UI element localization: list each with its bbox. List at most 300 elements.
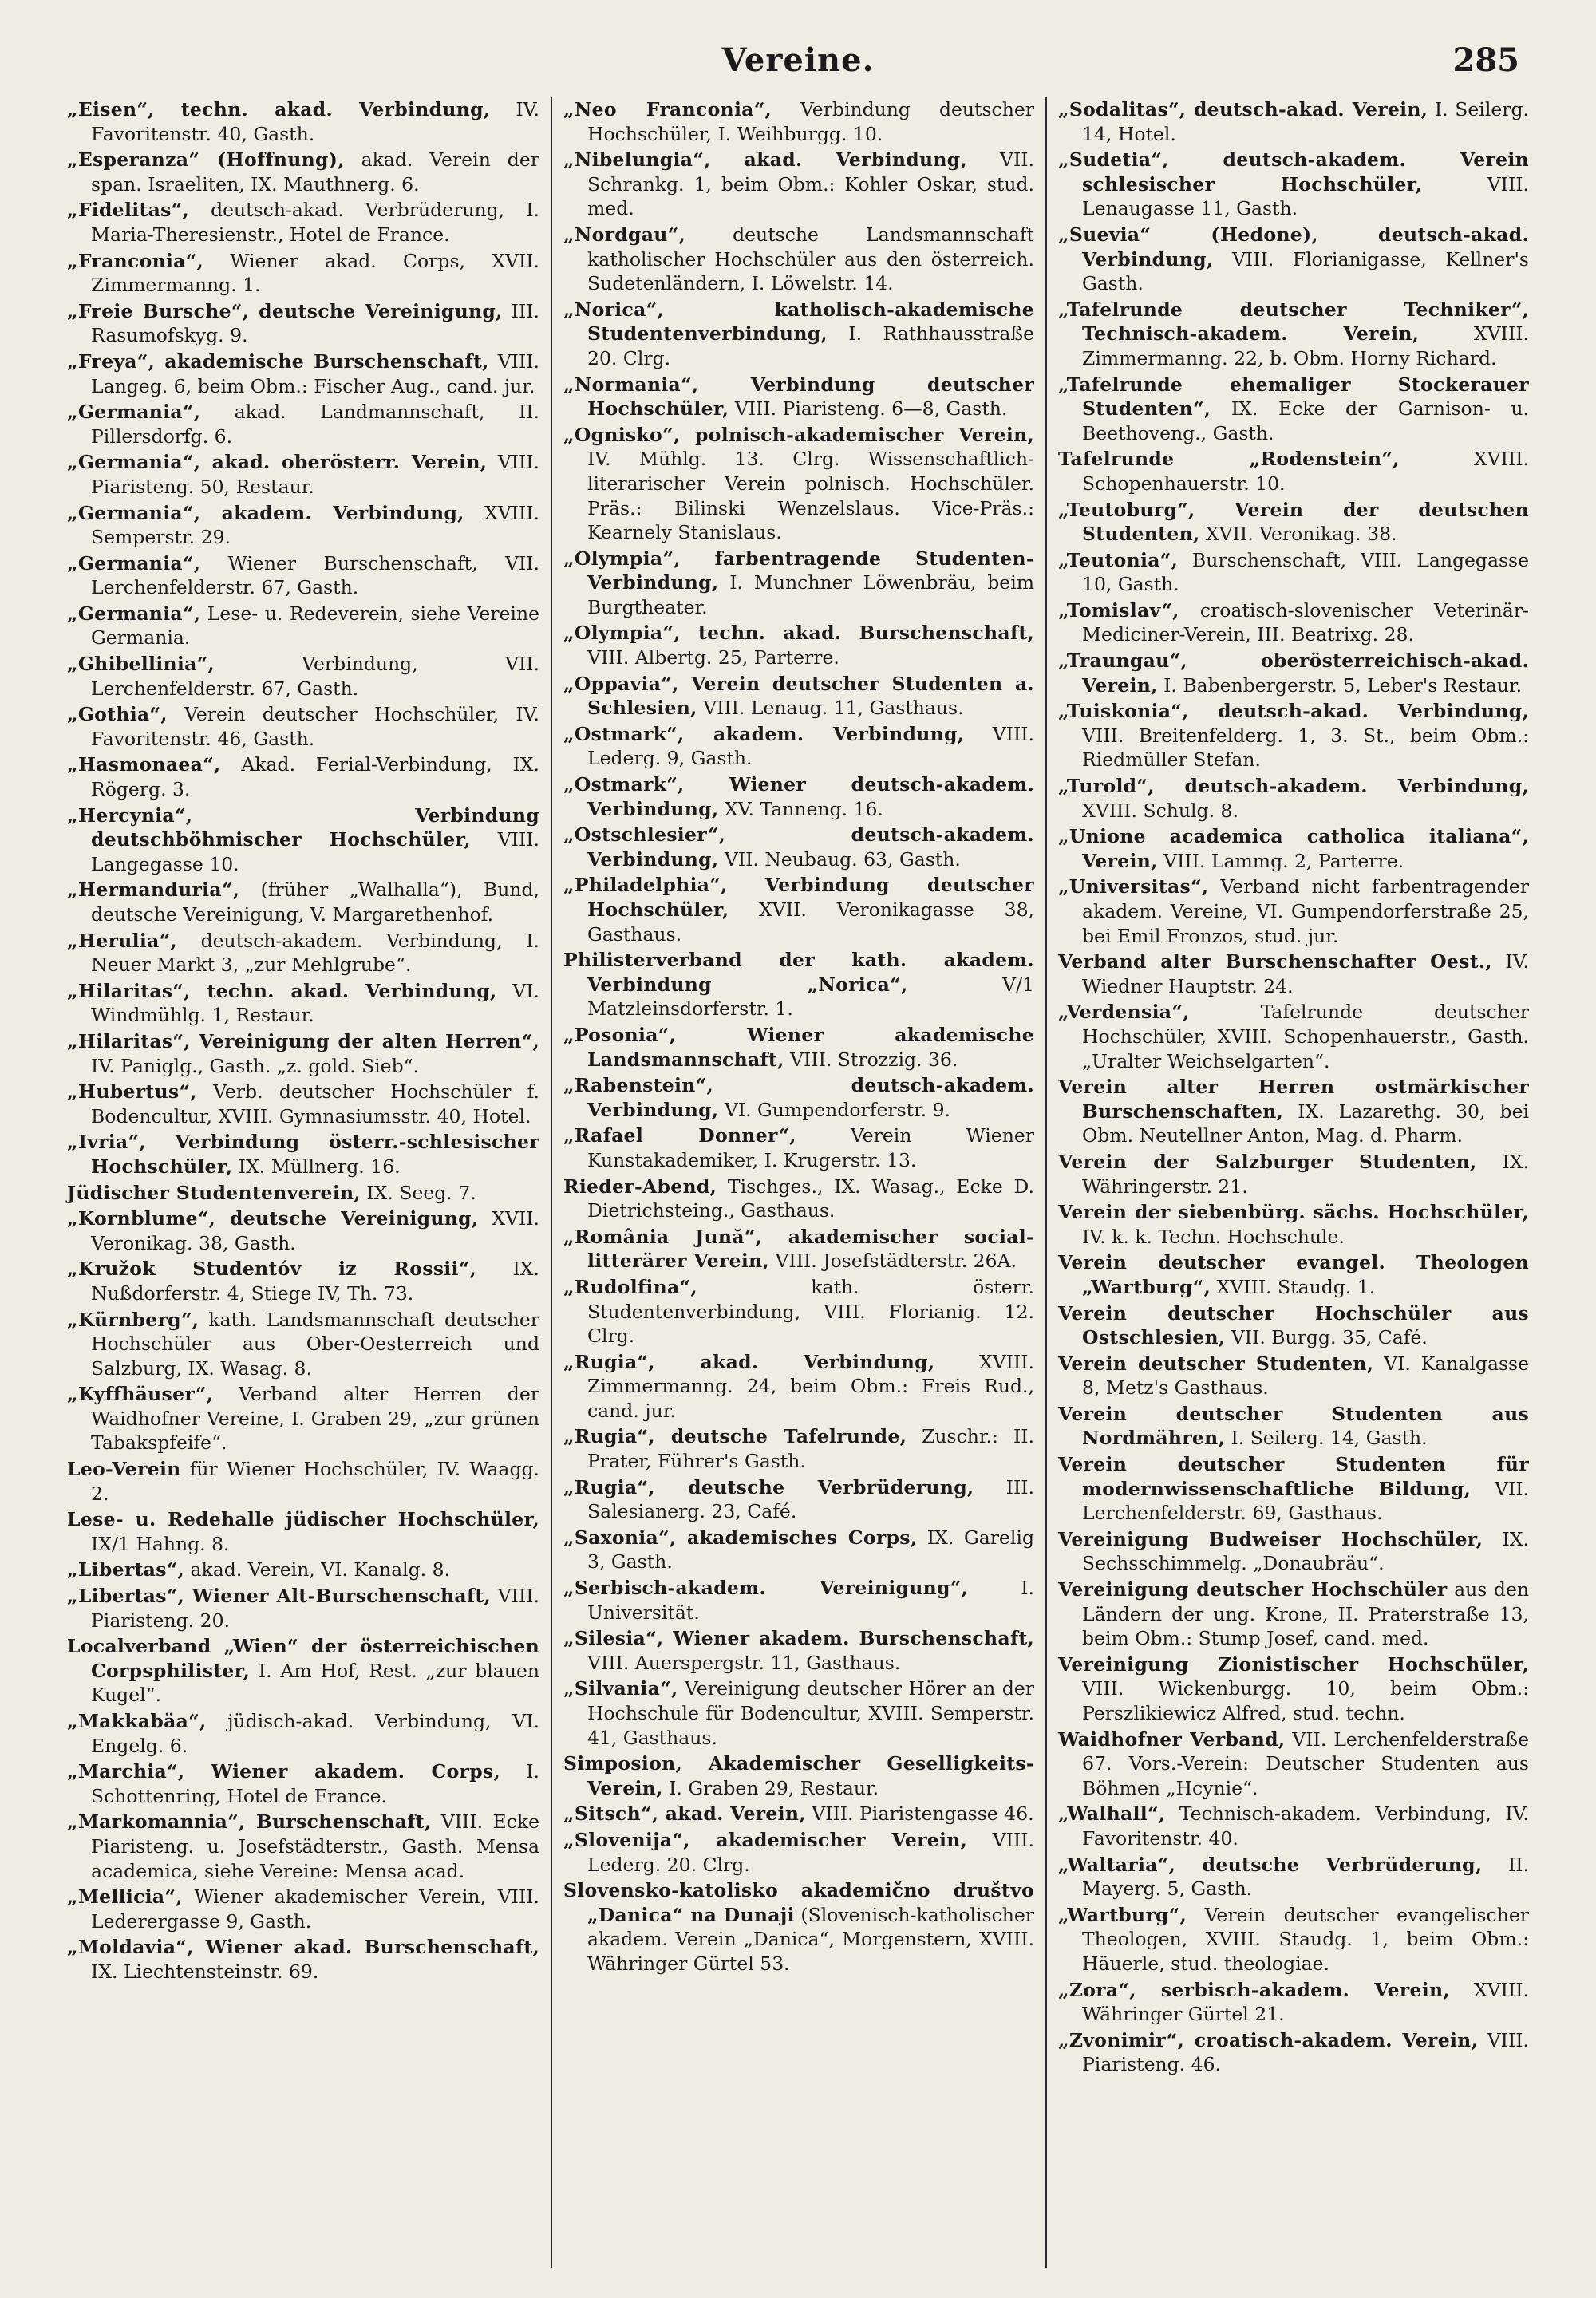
directory-entry xyxy=(563,1475,1034,1524)
directory-entry xyxy=(563,1878,1034,1976)
entry-details: IX. Müllnerg. 16. xyxy=(232,1155,401,1178)
entry-details: VIII. Ecke Piaristeng. u. Josefstädterstr., Gasth. Mensa academica, siehe Vereine: Mensa acad. xyxy=(91,1810,539,1882)
entry-details: VII. Lerchenfelderstraße 67. Vors.-Verein: Deutscher Studenten aus Böhmen „Hcynie“. xyxy=(1082,1727,1529,1799)
entry-details: Tafelrunde deutscher Hochschüler, XVIII. Schopenhauerstr., Gasth. „Uralter Weichselgarten“. xyxy=(1082,1001,1529,1072)
directory-entry xyxy=(67,1558,539,1582)
entry-details: XVIII. Zimmermanng. 22, b. Obm. Horny Richard. xyxy=(1082,322,1529,369)
entry-details: Verein deutscher evangelischer Theologen, XVIII. Staudg. 1, beim Obm.: Häuerle, stud. theologiae. xyxy=(1082,1903,1529,1975)
entry-details: VII. Neubaug. 63, Gasth. xyxy=(718,847,961,871)
entry-name: Verein der siebenbürg. sächs. Hochschüler, xyxy=(1058,1201,1529,1224)
entry-name: „Teutoburg“, Verein der deutschen Studenten, xyxy=(1058,498,1529,546)
entry-name: Vereinigung Zionistischer Hochschüler, xyxy=(1058,1652,1529,1676)
directory-entry xyxy=(1058,498,1529,547)
directory-entry xyxy=(67,400,539,448)
entry-name: Verein deutscher Studenten, xyxy=(1058,1352,1374,1375)
entry-name: „Kornblume“, deutsche Vereinigung, xyxy=(67,1207,479,1230)
entry-details: (Slovenisch-katholischer akadem. Verein „Danica“, Morgenstern, XVIII. Währinger Gürtel 53. xyxy=(587,1903,1034,1975)
entry-details: I. Babenbergerstr. 5, Leber's Restaur. xyxy=(1157,673,1523,697)
column-left xyxy=(56,97,551,2268)
entry-name: „Germania“, xyxy=(67,551,201,574)
entry-details: VIII. Lederg. 20. Clrg. xyxy=(587,1828,1034,1876)
directory-entry xyxy=(1058,649,1529,697)
directory-entry xyxy=(563,1751,1034,1800)
entry-name: „Kyffhäuser“, xyxy=(67,1383,214,1406)
entry-name: „Teutonia“, xyxy=(1058,548,1179,571)
entry-details: III. Salesianerg. 23, Café. xyxy=(587,1475,1034,1523)
entry-name: „Hasmonaea“, xyxy=(67,753,221,776)
entry-details: Wiener Burschenschaft, VII. Lerchenfelderstr. 67, Gasth. xyxy=(91,551,539,599)
directory-entry xyxy=(563,547,1034,620)
entry-name: „Ostschlesier“, deutsch-akadem. Verbindung, xyxy=(563,823,1034,871)
directory-entry xyxy=(563,298,1034,371)
entry-details: II. Mayerg. 5, Gasth. xyxy=(1082,1853,1529,1901)
entry-name: Vereinigung deutscher Hochschüler xyxy=(1058,1578,1448,1601)
running-head xyxy=(0,41,1596,89)
entry-details: VI. Gumpendorferstr. 9. xyxy=(718,1098,951,1121)
directory-entry xyxy=(67,602,539,650)
directory-entry xyxy=(563,621,1034,669)
directory-entry xyxy=(1058,97,1529,146)
directory-entry xyxy=(1058,1250,1529,1299)
directory-entry xyxy=(1058,1853,1529,1901)
entry-details: IX. Seeg. 7. xyxy=(360,1181,476,1204)
entry-details: VIII. Breitenfelderg. 1, 3. St., beim Obm.: Riedmüller Stefan. xyxy=(1082,724,1529,772)
entry-name: Verein deutscher Hochschüler aus Ostschlesien, xyxy=(1058,1301,1529,1349)
directory-entry xyxy=(67,1885,539,1933)
directory-entry xyxy=(67,1206,539,1255)
entry-name: „Makkabäa“, xyxy=(67,1710,207,1732)
entry-details: XVIII. Zimmermanng. 24, beim Obm.: Freis Rud., cand. jur. xyxy=(587,1350,1035,1422)
directory-entry xyxy=(67,1709,539,1758)
page-title: Vereine. xyxy=(721,41,875,79)
directory-entry xyxy=(1058,699,1529,772)
entry-details: VIII. Langeg. 6, beim Obm.: Fischer Aug., cand. jur. xyxy=(91,349,539,397)
entry-name: „Hilaritas“, Vereinigung der alten Herren“, xyxy=(67,1029,539,1052)
directory-entry xyxy=(1058,1200,1529,1249)
entry-details: I. Universität. xyxy=(587,1577,1034,1624)
entry-details: VIII. Lenaugasse 11, Gasth. xyxy=(1082,172,1529,220)
entry-details: I. Seilerg. 14, Hotel. xyxy=(1082,98,1529,145)
entry-name: „Fidelitas“, xyxy=(67,199,189,222)
entry-name: „Slovenija“, akademischer Verein, xyxy=(563,1828,968,1851)
directory-entry xyxy=(1058,447,1529,496)
directory-entry xyxy=(563,148,1034,221)
entry-details: VIII. Strozzig. 36. xyxy=(784,1048,958,1071)
entry-name: „Zvonimir“, croatisch-akadem. Verein, xyxy=(1058,2028,1479,2051)
entry-name: „Tomislav“, xyxy=(1058,598,1179,622)
entry-details: IX. Ecke der Garnison- u. Beethoveng., Gasth. xyxy=(1082,397,1529,444)
entry-details: III. Rasumofskyg. 9. xyxy=(91,299,539,347)
entry-details: VII. Burgg. 35, Café. xyxy=(1225,1326,1428,1349)
entry-details: Vereinigung deutscher Hörer an der Hochschule für Bodencultur, XVIII. Semperstr. 41, Gasthaus. xyxy=(587,1677,1034,1749)
directory-entry xyxy=(563,1123,1034,1172)
directory-entry xyxy=(563,1626,1034,1675)
directory-entry xyxy=(1058,1452,1529,1526)
directory-entry xyxy=(1058,774,1529,823)
entry-name: „Tuiskonia“, deutsch-akad. Verbindung, xyxy=(1058,700,1529,723)
entry-name: „Franconia“, xyxy=(67,249,204,272)
column-right xyxy=(1045,97,1540,2268)
entry-details: IV. Paniglg., Gasth. „z. gold. Sieb“. xyxy=(91,1054,420,1077)
entry-name: „Ostmark“, akadem. Verbindung, xyxy=(563,722,965,745)
directory-entry xyxy=(563,1576,1034,1625)
directory-entry xyxy=(67,1382,539,1455)
directory-entry xyxy=(1058,548,1529,597)
directory-entry xyxy=(1058,298,1529,371)
directory-entry xyxy=(563,948,1034,1021)
directory-entry xyxy=(563,1676,1034,1750)
entry-name: „Herulia“, xyxy=(67,929,177,952)
entry-details: Tischges., IX. Wasag., Ecke D. Dietrichsteing., Gasthaus. xyxy=(587,1175,1034,1222)
entry-details: deutsch-akadem. Verbindung, I. Neuer Markt 3, „zur Mehlgrube“. xyxy=(91,929,539,977)
entry-name: „Serbisch-akadem. Vereinigung“, xyxy=(563,1577,968,1600)
directory-entry xyxy=(1058,1727,1529,1801)
entry-details: I. Munchner Löwenbräu, beim Burgtheater. xyxy=(587,571,1034,618)
entry-name: Verband alter Burschenschafter Oest., xyxy=(1058,950,1492,973)
directory-entry xyxy=(1058,1402,1529,1451)
entry-name: „Sodalitas“, deutsch-akad. Verein, xyxy=(1058,98,1428,120)
directory-entry xyxy=(563,1023,1034,1072)
entry-details: Verbindung, VII. Lerchenfelderstr. 67, Gasth. xyxy=(91,653,539,700)
directory-entry xyxy=(1058,1527,1529,1576)
entry-name: „Moldavia“, Wiener akad. Burschenschaft, xyxy=(67,1936,539,1959)
directory-entry xyxy=(67,702,539,751)
entry-details: VIII. Piaristeng. 6—8, Gasth. xyxy=(729,397,1008,421)
directory-entry xyxy=(1058,824,1529,873)
entry-details: IX. Liechtensteinstr. 69. xyxy=(91,1960,319,1983)
entry-name: Verein alter Herren ostmärkischer Burschenschaften, xyxy=(1058,1076,1529,1123)
entry-name: „Libertas“, xyxy=(67,1558,185,1581)
entry-details: IV. k. k. Techn. Hochschule. xyxy=(1082,1225,1345,1248)
entry-name: Verein deutscher Studenten für modernwissenschaftliche Bildung, xyxy=(1058,1453,1529,1500)
directory-entry xyxy=(67,1029,539,1078)
directory-entry xyxy=(1058,2028,1529,2077)
directory-entry xyxy=(1058,950,1529,998)
directory-entry xyxy=(67,148,539,196)
entry-name: „Nordgau“, xyxy=(563,223,685,246)
entry-name: „Kružok Studentóv iz Rossii“, xyxy=(67,1258,477,1281)
entry-details: akad. Landmannschaft, II. Pillersdorfg. 6. xyxy=(91,401,539,448)
entry-details: XVII. Veronikagasse 38, Gasthaus. xyxy=(587,898,1034,946)
entry-details: IX/1 Hahng. 8. xyxy=(91,1532,230,1555)
entry-name: „Wartburg“, xyxy=(1058,1903,1187,1926)
directory-entry xyxy=(563,97,1034,146)
entry-name: „Silvania“, xyxy=(563,1677,678,1700)
entry-details: IV. Wiedner Hauptstr. 24. xyxy=(1082,950,1529,997)
entry-name: Leo-Verein xyxy=(67,1458,181,1481)
directory-entry xyxy=(563,1802,1034,1826)
directory-entry xyxy=(67,1080,539,1128)
directory-entry xyxy=(67,198,539,247)
entry-details: VIII. Piaristeng. 46. xyxy=(1082,2028,1529,2076)
entry-details: croatisch-slovenischer Veterinär-Mediciner-Verein, III. Beatrixg. 28. xyxy=(1082,598,1529,646)
entry-name: „Marchia“, Wiener akadem. Corps, xyxy=(67,1760,500,1783)
entry-details: aus den Ländern der ung. Krone, II. Praterstraße 13, beim Obm.: Stump Josef, cand. med. xyxy=(1082,1578,1530,1650)
entry-name: „Eisen“, techn. akad. Verbindung, xyxy=(67,98,491,120)
entry-details: XVII. Veronikag. 38. xyxy=(1199,523,1397,546)
entry-name: „Normania“, Verbindung deutscher Hochschüler, xyxy=(563,373,1034,421)
entry-name: Verein der Salzburger Studenten, xyxy=(1058,1150,1477,1173)
entry-details: VI. Kanalgasse 8, Metz's Gasthaus. xyxy=(1082,1352,1529,1400)
entry-name: Tafelrunde „Rodenstein“, xyxy=(1058,448,1400,471)
entry-name: Verein deutscher evangel. Theologen „Wartburg“, xyxy=(1058,1251,1529,1298)
directory-entry xyxy=(563,1073,1034,1122)
directory-entry xyxy=(67,551,539,600)
entry-name: „Ghibellinia“, xyxy=(67,653,215,676)
directory-entry xyxy=(1058,1000,1529,1073)
directory-entry xyxy=(67,929,539,977)
entry-name: „Sudetia“, deutsch-akadem. Verein schlesischer Hochschüler, xyxy=(1058,148,1529,195)
entry-details: VI. Windmühlg. 1, Restaur. xyxy=(91,979,539,1027)
entry-name: Simposion, Akademischer Geselligkeits-Verein, xyxy=(563,1752,1034,1799)
entry-details: VIII. Josefstädterstr. 26A. xyxy=(768,1250,1017,1273)
directory-entry xyxy=(67,1810,539,1883)
entry-details: für Wiener Hochschüler, IV. Waagg. 2. xyxy=(91,1458,539,1505)
directory-entry xyxy=(67,1257,539,1305)
entry-name: „Freie Bursche“, deutsche Vereinigung, xyxy=(67,299,503,322)
entry-name: Slovensko-katolisko akademično društvo „Danica“ na Dunaji xyxy=(563,1879,1034,1926)
entry-details: XVIII. Semperstr. 29. xyxy=(91,501,539,549)
entry-details: (früher „Walhalla“), Bund, deutsche Vereinigung, V. Margarethenhof. xyxy=(91,879,539,926)
entry-name: „Nibelungia“, akad. Verbindung, xyxy=(563,148,967,172)
entry-details: VII. Lerchenfelderstr. 69, Gasthaus. xyxy=(1082,1477,1530,1525)
entry-details: XVIII. Schulg. 8. xyxy=(1082,799,1238,822)
entry-name: „Markomannia“, Burschenschaft, xyxy=(67,1810,432,1834)
entry-name: „Universitas“, xyxy=(1058,875,1209,898)
entry-details: Burschenschaft, VIII. Langegasse 10, Gasth. xyxy=(1082,548,1529,596)
entry-details: Verband alter Herren der Waidhofner Vereine, I. Graben 29, „zur grünen Tabakspfeife“. xyxy=(91,1383,539,1455)
entry-name: „Hilaritas“, techn. akad. Verbindung, xyxy=(67,979,497,1002)
entry-name: „Germania“, xyxy=(67,401,201,424)
entry-name: „Tafelrunde deutscher Techniker“, Technisch-akadem. Verein, xyxy=(1058,298,1529,345)
directory-entry xyxy=(1058,148,1529,221)
directory-entry xyxy=(67,979,539,1028)
entry-details: Akad. Ferial-Verbindung, IX. Rögerg. 3. xyxy=(91,753,539,801)
entry-name: Lese- u. Redehalle jüdischer Hochschüler, xyxy=(67,1508,539,1531)
entry-details: Verband nicht farbentragender akadem. Vereine, VI. Gumpendorferstraße 25, bei Emil Fronzos, stud. jur. xyxy=(1082,875,1529,947)
entry-name: „Freya“, akademische Burschenschaft, xyxy=(67,349,489,373)
entry-details: I. Rathhausstraße 20. Clrg. xyxy=(587,322,1034,369)
entry-name: „Norica“, katholisch-akademische Studentenverbindung, xyxy=(563,298,1034,345)
entry-details: deutsche Landsmannschaft katholischer Hochschüler aus den österreich. Sudetenländern, I. Löwelstr. 14. xyxy=(587,223,1034,295)
entry-name: „Rugia“, deutsche Tafelrunde, xyxy=(563,1425,907,1448)
entry-details: XVII. Veronikag. 38, Gasth. xyxy=(91,1207,539,1254)
entry-name: Vereinigung Budweiser Hochschüler, xyxy=(1058,1527,1483,1550)
directory-entry xyxy=(563,1275,1034,1348)
entry-details: VIII. Piaristengasse 46. xyxy=(805,1802,1034,1826)
directory-entry xyxy=(563,1526,1034,1574)
directory-entry xyxy=(67,1935,539,1984)
entry-name: „Ivria“, Verbindung österr.-schlesischer Hochschüler, xyxy=(67,1131,539,1178)
entry-name: „Olympia“, techn. akad. Burschenschaft, xyxy=(563,622,1034,645)
entry-details: VIII. Albertg. 25, Parterre. xyxy=(587,646,839,669)
entry-details: V/1 Matzleinsdorferstr. 1. xyxy=(587,973,1034,1021)
directory-entry xyxy=(1058,223,1529,296)
entry-name: „Verdensia“, xyxy=(1058,1001,1190,1024)
entry-name: „Ognisko“, polnisch-akademischer Verein, xyxy=(563,423,1034,446)
entry-name: Waidhofner Verband, xyxy=(1058,1727,1286,1751)
directory-entry xyxy=(67,752,539,801)
entry-details: VIII. Lammg. 2, Parterre. xyxy=(1157,849,1404,872)
directory-entry xyxy=(563,823,1034,871)
entry-name: „Walhall“, xyxy=(1058,1802,1166,1826)
entry-name: „Kürnberg“, xyxy=(67,1308,200,1331)
entry-name: „Rugia“, akad. Verbindung, xyxy=(563,1350,935,1373)
entry-details: Lese- u. Redeverein, siehe Vereine Germania. xyxy=(91,602,539,650)
entry-name: „Unione academica catholica italiana“, Verein, xyxy=(1058,825,1529,872)
directory-entry xyxy=(563,1828,1034,1877)
directory-entry xyxy=(1058,373,1529,446)
entry-details: Verein deutscher Hochschüler, IV. Favoritenstr. 46, Gasth. xyxy=(91,703,539,750)
entry-details: VIII. Florianigasse, Kellner's Gasth. xyxy=(1082,247,1529,295)
directory-entry xyxy=(1058,1903,1529,1976)
directory-entry xyxy=(67,1308,539,1381)
directory-entry xyxy=(67,1759,539,1808)
entry-details: IX. Sechsschimmelg. „Donaubräu“. xyxy=(1082,1527,1529,1575)
entry-name: Rieder-Abend, xyxy=(563,1175,717,1198)
entry-name: „Hercynia“, Verbindung deutschböhmischer Hochschüler, xyxy=(67,804,539,851)
directory-entry xyxy=(563,223,1034,296)
entry-details: VIII. Auerspergstr. 11, Gasthaus. xyxy=(587,1651,901,1674)
directory-entry xyxy=(67,249,539,298)
entry-details: Verb. deutscher Hochschüler f. Bodencultur, XVIII. Gymnasiumsstr. 40, Hotel. xyxy=(91,1080,539,1127)
entry-details: XVIII. Staudg. 1. xyxy=(1211,1275,1376,1298)
entry-details: kath. Landsmannschaft deutscher Hochschüler aus Ober-Oesterreich und Salzburg, IX. Wasag. 8. xyxy=(91,1308,539,1380)
entry-details: VIII. Piaristeng. 50, Restaur. xyxy=(91,451,539,498)
directory-entry xyxy=(563,1225,1034,1273)
entry-name: „Hubertus“, xyxy=(67,1080,197,1104)
page-number: 285 xyxy=(1452,41,1519,79)
directory-entry xyxy=(67,97,539,146)
entry-details: XVIII. Währinger Gürtel 21. xyxy=(1082,1978,1529,2026)
directory-entry xyxy=(563,873,1034,946)
entry-name: „Hermanduria“, xyxy=(67,879,240,902)
entry-name: „Rabenstein“, deutsch-akadem. Verbindung, xyxy=(563,1074,1034,1121)
directory-entry xyxy=(563,1424,1034,1473)
directory-entry xyxy=(67,804,539,877)
entry-name: „Ostmark“, Wiener deutsch-akadem. Verbindung, xyxy=(563,773,1034,820)
entry-details: IV. Mühlg. 13. Clrg. Wissenschaftlich-literarischer Verein polnisch. Hochschüler. Präs.: Bilinski Wenzelslaus. Vice-Präs.: Kearnely Stanislaus. xyxy=(587,448,1034,544)
entry-name: „Turold“, deutsch-akadem. Verbindung, xyxy=(1058,775,1529,798)
entry-details: IX. Währingerstr. 21. xyxy=(1082,1150,1529,1198)
directory-entry xyxy=(67,652,539,701)
entry-name: Jüdischer Studentenverein, xyxy=(67,1181,361,1204)
entry-details: IX. Garelig 3, Gasth. xyxy=(587,1526,1034,1573)
entry-name: „Germania“, akad. oberösterr. Verein, xyxy=(67,451,488,474)
directory-entry xyxy=(563,423,1034,545)
directory-entry xyxy=(67,349,539,398)
entry-name: „Suevia“ (Hedone), deutsch-akad. Verbindung, xyxy=(1058,223,1529,270)
entry-name: „Silesia“, Wiener akadem. Burschenschaft, xyxy=(563,1627,1034,1650)
directory-entry xyxy=(67,1130,539,1179)
directory-columns xyxy=(56,97,1540,2268)
entry-details: kath. österr. Studentenverbindung, VIII. Florianig. 12. Clrg. xyxy=(587,1275,1034,1348)
directory-entry xyxy=(1058,1978,1529,2027)
entry-name: „Olympia“, farbentragende Studenten-Verbindung, xyxy=(563,547,1034,594)
entry-details: akad. Verein der span. Israeliten, IX. Mauthnerg. 6. xyxy=(91,148,539,195)
directory-entry xyxy=(563,672,1034,721)
entry-details: VIII. Wickenburgg. 10, beim Obm.: Perszlikiewicz Alfred, stud. techn. xyxy=(1082,1677,1529,1724)
entry-details: Zuschr.: II. Prater, Führer's Gasth. xyxy=(587,1425,1034,1473)
entry-name: „Libertas“, Wiener Alt-Burschenschaft, xyxy=(67,1585,491,1608)
entry-name: „Philadelphia“, Verbindung deutscher Hochschüler, xyxy=(563,874,1034,921)
entry-name: „Rafael Donner“, xyxy=(563,1124,796,1147)
entry-name: „Zora“, serbisch-akadem. Verein, xyxy=(1058,1978,1450,2001)
directory-entry xyxy=(1058,1577,1529,1651)
entry-name: „Neo Franconia“, xyxy=(563,98,772,120)
entry-name: „Esperanza“ (Hoffnung), xyxy=(67,148,345,172)
directory-entry xyxy=(563,772,1034,821)
entry-name: Verein deutscher Studenten aus Nordmähren, xyxy=(1058,1402,1529,1450)
directory-entry xyxy=(563,1175,1034,1223)
directory-entry xyxy=(67,878,539,926)
entry-details: XVIII. Schopenhauerstr. 10. xyxy=(1082,448,1529,495)
entry-name: „Saxonia“, akademisches Corps, xyxy=(563,1526,918,1549)
entry-details: I. Am Hof, Rest. „zur blauen Kugel“. xyxy=(91,1659,539,1707)
directory-entry xyxy=(67,1507,539,1556)
column-middle xyxy=(551,97,1045,2268)
directory-entry xyxy=(67,1584,539,1633)
entry-details: VIII. Piaristeng. 20. xyxy=(91,1585,539,1632)
entry-name: „România Jună“, akademischer social-litterärer Verein, xyxy=(563,1225,1034,1273)
directory-entry xyxy=(1058,1150,1529,1198)
directory-entry xyxy=(1058,1301,1529,1350)
directory-entry xyxy=(563,1350,1034,1423)
entry-details: VII. Schrankg. 1, beim Obm.: Kohler Oskar, stud. med. xyxy=(587,148,1034,220)
entry-details: IX. Nußdorferstr. 4, Stiege IV, Th. 73. xyxy=(91,1258,540,1305)
entry-details: IV. Favoritenstr. 40, Gasth. xyxy=(91,98,539,145)
entry-name: Philisterverband der kath. akadem. Verbindung „Norica“, xyxy=(563,949,1034,996)
entry-details: akad. Verein, VI. Kanalg. 8. xyxy=(184,1558,451,1581)
entry-name: „Germania“, xyxy=(67,602,201,625)
entry-name: „Traungau“, oberösterreichisch-akad. Verein, xyxy=(1058,650,1529,697)
directory-entry xyxy=(67,1457,539,1506)
entry-name: „Rudolfina“, xyxy=(563,1275,697,1298)
entry-details: Verbindung deutscher Hochschüler, I. Weihburgg. 10. xyxy=(587,98,1034,145)
directory-entry xyxy=(67,1634,539,1708)
entry-details: VIII. Lederg. 9, Gasth. xyxy=(587,722,1034,770)
directory-entry xyxy=(563,373,1034,421)
directory-entry xyxy=(1058,1075,1529,1148)
directory-entry xyxy=(67,1181,539,1206)
entry-details: I. Schottenring, Hotel de France. xyxy=(91,1760,539,1807)
directory-entry xyxy=(1058,1652,1529,1726)
entry-details: deutsch-akad. Verbrüderung, I. Maria-Theresienstr., Hotel de France. xyxy=(91,199,539,246)
entry-details: Technisch-akadem. Verbindung, IV. Favoritenstr. 40. xyxy=(1082,1802,1529,1850)
entry-name: Localverband „Wien“ der österreichischen Corpsphilister, xyxy=(67,1635,539,1682)
entry-name: „Sitsch“, akad. Verein, xyxy=(563,1802,806,1826)
entry-name: „Gothia“, xyxy=(67,703,168,726)
directory-entry xyxy=(67,450,539,499)
entry-details: IX. Lazarethg. 30, bei Obm. Neutellner Anton, Mag. d. Pharm. xyxy=(1082,1100,1529,1147)
entry-name: „Posonia“, Wiener akademische Landsmannschaft, xyxy=(563,1023,1034,1071)
directory-entry xyxy=(67,299,539,348)
entry-details: jüdisch-akad. Verbindung, VI. Engelg. 6. xyxy=(91,1710,539,1757)
entry-details: Verein Wiener Kunstakademiker, I. Krugerstr. 13. xyxy=(587,1124,1034,1171)
entry-name: „Waltaria“, deutsche Verbrüderung, xyxy=(1058,1853,1483,1876)
entry-details: XV. Tanneng. 16. xyxy=(718,797,883,820)
entry-details: Wiener akademischer Verein, VIII. Lederergasse 9, Gasth. xyxy=(91,1885,539,1933)
entry-details: Wiener akad. Corps, XVII. Zimmermanng. 1. xyxy=(91,249,539,297)
entry-name: „Germania“, akadem. Verbindung, xyxy=(67,501,464,524)
entry-details: I. Graben 29, Restaur. xyxy=(662,1776,879,1799)
directory-entry xyxy=(563,722,1034,771)
directory-entry xyxy=(1058,1352,1529,1400)
directory-entry xyxy=(1058,598,1529,647)
directory-entry xyxy=(67,501,539,550)
directory-entry xyxy=(1058,875,1529,948)
directory-entry xyxy=(1058,1802,1529,1850)
